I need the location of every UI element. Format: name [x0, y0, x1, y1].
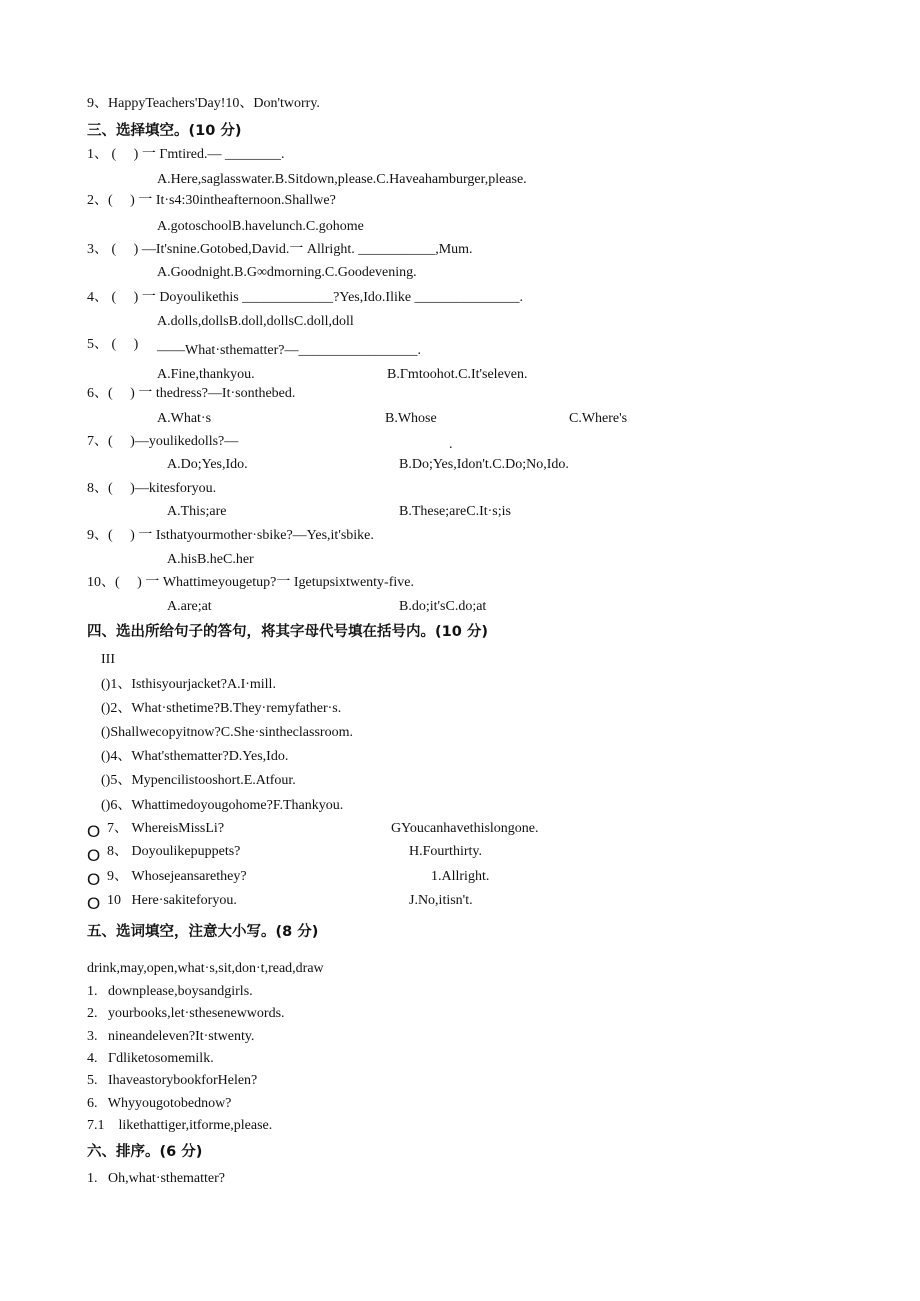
question-9-options: A.hisB.heC.her — [167, 552, 254, 567]
question-5-option-b: B.Γmtoohot.C.It'seleven. — [387, 367, 528, 382]
question-8-option-b: B.These;areC.It·s;is — [399, 504, 511, 519]
match-1: ()1、Isthisyourjacket?A.I·mill. — [101, 677, 276, 692]
match-3: ()Shallwecopyitnow?C.She·sintheclassroom. — [101, 725, 353, 740]
fill-3: 3. nineandeleven?It·stwenty. — [87, 1029, 255, 1044]
match-9-question: 9、 Whosejeansarethey? — [107, 869, 247, 884]
fill-1: 1. downplease,boysandgirls. — [87, 984, 253, 999]
match-6: ()6、Whattimedoyougohome?F.Thankyou. — [101, 798, 344, 813]
question-2-options: A.gotoschoolB.havelunch.C.gohome — [157, 219, 364, 234]
answer-circle-9: O — [87, 870, 101, 889]
question-5-number: 5、 ( ) — [87, 337, 139, 352]
answer-circle-7: O — [87, 822, 101, 841]
match-option-h: H.Fourthirty. — [409, 844, 482, 859]
answer-circle-10: O — [87, 894, 101, 913]
question-3: 3、 ( ) —It'snine.Gotobed,David.一 Allright. ___________,Mum. — [87, 242, 473, 257]
fill-6: 6. Whyyougotobednow? — [87, 1096, 232, 1111]
question-1: 1、 ( ) 一 Γmtired.— ________. — [87, 147, 285, 162]
fill-5: 5. Ihaveastorybookfor​Helen? — [87, 1073, 258, 1088]
fill-4: 4. Γdliketosomemilk. — [87, 1051, 214, 1066]
question-6-option-b: B.Whose — [385, 411, 437, 426]
match-2: ()2、What·sthetime?B.They·remyfather·s. — [101, 701, 342, 716]
question-4-options: A.dolls,dollsB.doll,dollsC.doll,doll — [157, 314, 354, 329]
word-bank: drink,may,open,what·s,sit,don·t,read,draw — [87, 961, 324, 976]
match-8-question: 8、 Doyoulikepuppets? — [107, 844, 241, 859]
question-3-options: A.Goodnight.B.G∞dmorning.C.Goodevening. — [157, 265, 417, 280]
question-6: 6、( ) 一 thedress?—It·sonthebed. — [87, 386, 296, 401]
question-7-mark: . — [449, 437, 453, 452]
question-9: 9、( ) 一 Isthatyourmother·sbike?—Yes,it'sbike. — [87, 528, 374, 543]
match-option-g: GYoucanhavethislongone. — [391, 821, 539, 836]
match-4: ()4、What'sthematter?D.Yes,Ido. — [101, 749, 289, 764]
previous-answers-line: 9、HappyTeachers'Day!10、Don'tworry. — [87, 96, 320, 111]
question-10-option-a: A.are;at — [167, 599, 212, 614]
question-10-option-b: B.do;it'sC.do;at — [399, 599, 487, 614]
match-option-i: 1.Allright. — [431, 869, 490, 884]
question-5: ——What·sthematter?—_________________. — [157, 343, 422, 358]
question-6-option-a: A.What·s — [157, 411, 212, 426]
question-1-options: A.Here,saglasswater.B.Sitdown,please.C.Haveahamburger,please. — [157, 172, 527, 187]
question-5-option-a: A.Fine,thankyou. — [157, 367, 255, 382]
question-7-option-a: A.Do;Yes,Ido. — [167, 457, 248, 472]
match-10-question: 10 Here·sakiteforyou. — [107, 893, 237, 908]
match-7-question: 7、 WhereisMissLi? — [107, 821, 225, 836]
question-8: 8、( )—kitesforyou. — [87, 481, 217, 496]
section-3-heading: 三、选择填空。(10 分) — [87, 123, 242, 139]
section-4-heading: 四、选出所给句子的答句，将其字母代号填在括号内。(10 分) — [87, 624, 488, 640]
question-7-option-b: B.Do;Yes,Idon't.C.Do;No,Ido. — [399, 457, 569, 472]
question-4: 4、 ( ) 一 Doyoulikethis _____________?Yes,Ido.Ilike _______________. — [87, 290, 524, 305]
question-8-option-a: A.This;are — [167, 504, 227, 519]
section-4-marker: III — [101, 652, 115, 667]
section-6-heading: 六、排序。(6 分) — [87, 1144, 203, 1160]
question-6-option-c: C.Where's — [569, 411, 628, 426]
fill-2: 2. yourbooks,let·sthesenewwords. — [87, 1006, 285, 1021]
match-option-j: J.No,itisn't. — [409, 893, 473, 908]
section-5-heading: 五、选词填空，注意大小写。(8 分) — [87, 924, 319, 940]
question-7: 7、( )—youlikedolls?— — [87, 434, 239, 449]
question-10: 10、( ) 一 Whattimeyougetup?一 Igetupsixtwenty-five. — [87, 575, 414, 590]
fill-7: 7.1 likethattiger,itforme,please. — [87, 1118, 273, 1133]
question-2: 2、( ) 一 It·s4:30intheafternoon.Shallwe? — [87, 193, 336, 208]
match-5: ()5、Mypencilistooshort.E.Atfour. — [101, 773, 296, 788]
order-1: 1. Oh,what·sthematter? — [87, 1171, 226, 1186]
answer-circle-8: O — [87, 846, 101, 865]
